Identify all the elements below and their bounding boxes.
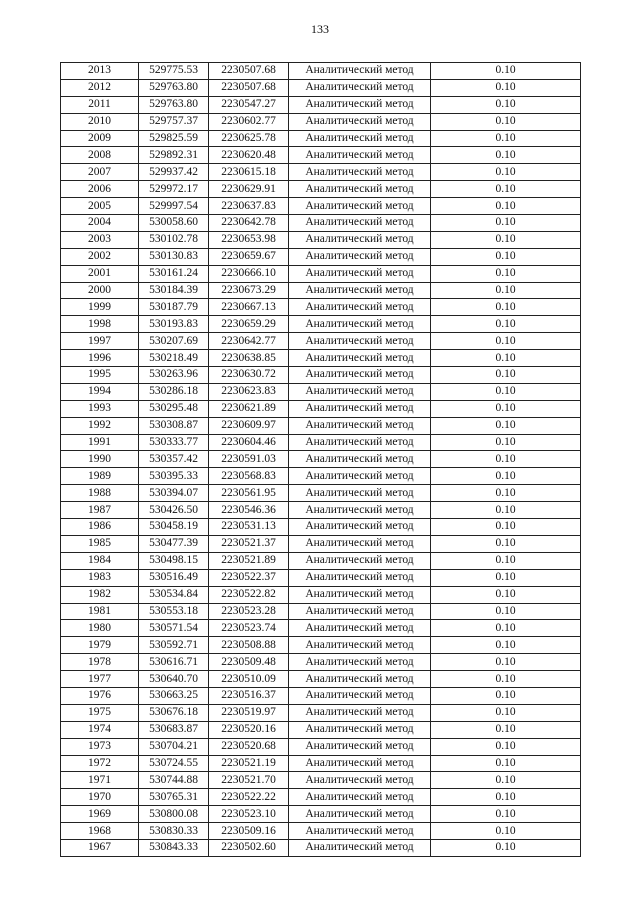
accuracy-cell: 0.10 [431, 637, 581, 654]
point-number-cell: 2007 [61, 164, 139, 181]
method-cell: Аналитический метод [289, 586, 431, 603]
accuracy-cell: 0.10 [431, 839, 581, 856]
accuracy-cell: 0.10 [431, 130, 581, 147]
x-coordinate-cell: 529825.59 [139, 130, 209, 147]
point-number-cell: 2009 [61, 130, 139, 147]
y-coordinate-cell: 2230521.89 [209, 552, 289, 569]
table-row [61, 400, 581, 417]
accuracy-cell: 0.10 [431, 265, 581, 282]
point-number-cell: 1993 [61, 400, 139, 417]
accuracy-cell: 0.10 [431, 147, 581, 164]
point-number-cell: 2006 [61, 181, 139, 198]
table-row [61, 586, 581, 603]
method-cell: Аналитический метод [289, 654, 431, 671]
point-number-cell: 2001 [61, 265, 139, 282]
table-row [61, 468, 581, 485]
table-row [61, 654, 581, 671]
point-number-cell: 1990 [61, 451, 139, 468]
y-coordinate-cell: 2230507.68 [209, 63, 289, 80]
table-row [61, 620, 581, 637]
method-cell: Аналитический метод [289, 231, 431, 248]
x-coordinate-cell: 530571.54 [139, 620, 209, 637]
point-number-cell: 1980 [61, 620, 139, 637]
table-row [61, 806, 581, 823]
table-row [61, 181, 581, 198]
x-coordinate-cell: 530426.50 [139, 502, 209, 519]
y-coordinate-cell: 2230615.18 [209, 164, 289, 181]
table-row [61, 485, 581, 502]
x-coordinate-cell: 530683.87 [139, 721, 209, 738]
x-coordinate-cell: 530724.55 [139, 755, 209, 772]
table-row [61, 552, 581, 569]
y-coordinate-cell: 2230602.77 [209, 113, 289, 130]
point-number-cell: 2012 [61, 79, 139, 96]
method-cell: Аналитический метод [289, 671, 431, 688]
x-coordinate-cell: 529892.31 [139, 147, 209, 164]
accuracy-cell: 0.10 [431, 63, 581, 80]
method-cell: Аналитический метод [289, 79, 431, 96]
y-coordinate-cell: 2230604.46 [209, 434, 289, 451]
x-coordinate-cell: 530676.18 [139, 704, 209, 721]
y-coordinate-cell: 2230621.89 [209, 400, 289, 417]
method-cell: Аналитический метод [289, 755, 431, 772]
point-number-cell: 1974 [61, 721, 139, 738]
y-coordinate-cell: 2230666.10 [209, 265, 289, 282]
accuracy-cell: 0.10 [431, 96, 581, 113]
y-coordinate-cell: 2230591.03 [209, 451, 289, 468]
accuracy-cell: 0.10 [431, 181, 581, 198]
accuracy-cell: 0.10 [431, 113, 581, 130]
point-number-cell: 1992 [61, 417, 139, 434]
x-coordinate-cell: 530263.96 [139, 367, 209, 384]
point-number-cell: 1996 [61, 350, 139, 367]
point-number-cell: 1972 [61, 755, 139, 772]
x-coordinate-cell: 530744.88 [139, 772, 209, 789]
x-coordinate-cell: 530207.69 [139, 333, 209, 350]
accuracy-cell: 0.10 [431, 468, 581, 485]
accuracy-cell: 0.10 [431, 282, 581, 299]
point-number-cell: 1969 [61, 806, 139, 823]
x-coordinate-cell: 530357.42 [139, 451, 209, 468]
table-row [61, 164, 581, 181]
accuracy-cell: 0.10 [431, 704, 581, 721]
point-number-cell: 1999 [61, 299, 139, 316]
y-coordinate-cell: 2230568.83 [209, 468, 289, 485]
x-coordinate-cell: 530458.19 [139, 519, 209, 536]
method-cell: Аналитический метод [289, 502, 431, 519]
table-row [61, 316, 581, 333]
point-number-cell: 1967 [61, 839, 139, 856]
x-coordinate-cell: 530498.15 [139, 552, 209, 569]
y-coordinate-cell: 2230522.37 [209, 569, 289, 586]
method-cell: Аналитический метод [289, 400, 431, 417]
table-row [61, 299, 581, 316]
accuracy-cell: 0.10 [431, 316, 581, 333]
method-cell: Аналитический метод [289, 130, 431, 147]
point-number-cell: 1979 [61, 637, 139, 654]
y-coordinate-cell: 2230667.13 [209, 299, 289, 316]
x-coordinate-cell: 530477.39 [139, 535, 209, 552]
accuracy-cell: 0.10 [431, 789, 581, 806]
y-coordinate-cell: 2230561.95 [209, 485, 289, 502]
table-row [61, 79, 581, 96]
x-coordinate-cell: 530592.71 [139, 637, 209, 654]
x-coordinate-cell: 530800.08 [139, 806, 209, 823]
point-number-cell: 1977 [61, 671, 139, 688]
x-coordinate-cell: 530663.25 [139, 687, 209, 704]
y-coordinate-cell: 2230523.10 [209, 806, 289, 823]
method-cell: Аналитический метод [289, 687, 431, 704]
table-row [61, 333, 581, 350]
method-cell: Аналитический метод [289, 417, 431, 434]
accuracy-cell: 0.10 [431, 417, 581, 434]
x-coordinate-cell: 530553.18 [139, 603, 209, 620]
x-coordinate-cell: 529763.80 [139, 79, 209, 96]
point-number-cell: 2005 [61, 198, 139, 215]
point-number-cell: 2010 [61, 113, 139, 130]
accuracy-cell: 0.10 [431, 383, 581, 400]
y-coordinate-cell: 2230516.37 [209, 687, 289, 704]
y-coordinate-cell: 2230522.82 [209, 586, 289, 603]
x-coordinate-cell: 530184.39 [139, 282, 209, 299]
method-cell: Аналитический метод [289, 333, 431, 350]
y-coordinate-cell: 2230659.29 [209, 316, 289, 333]
point-number-cell: 1994 [61, 383, 139, 400]
table-row [61, 789, 581, 806]
point-number-cell: 1997 [61, 333, 139, 350]
x-coordinate-cell: 530394.07 [139, 485, 209, 502]
method-cell: Аналитический метод [289, 569, 431, 586]
y-coordinate-cell: 2230507.68 [209, 79, 289, 96]
y-coordinate-cell: 2230642.78 [209, 215, 289, 232]
point-number-cell: 1998 [61, 316, 139, 333]
accuracy-cell: 0.10 [431, 231, 581, 248]
point-number-cell: 2000 [61, 282, 139, 299]
y-coordinate-cell: 2230623.83 [209, 383, 289, 400]
accuracy-cell: 0.10 [431, 248, 581, 265]
y-coordinate-cell: 2230547.27 [209, 96, 289, 113]
method-cell: Аналитический метод [289, 603, 431, 620]
accuracy-cell: 0.10 [431, 502, 581, 519]
y-coordinate-cell: 2230522.22 [209, 789, 289, 806]
point-number-cell: 2003 [61, 231, 139, 248]
method-cell: Аналитический метод [289, 215, 431, 232]
x-coordinate-cell: 530308.87 [139, 417, 209, 434]
accuracy-cell: 0.10 [431, 79, 581, 96]
x-coordinate-cell: 530616.71 [139, 654, 209, 671]
accuracy-cell: 0.10 [431, 198, 581, 215]
x-coordinate-cell: 530843.33 [139, 839, 209, 856]
method-cell: Аналитический метод [289, 637, 431, 654]
x-coordinate-cell: 530161.24 [139, 265, 209, 282]
accuracy-cell: 0.10 [431, 333, 581, 350]
point-number-cell: 2011 [61, 96, 139, 113]
table-row [61, 231, 581, 248]
y-coordinate-cell: 2230642.77 [209, 333, 289, 350]
table-row [61, 417, 581, 434]
x-coordinate-cell: 529775.53 [139, 63, 209, 80]
method-cell: Аналитический метод [289, 434, 431, 451]
method-cell: Аналитический метод [289, 468, 431, 485]
point-number-cell: 2002 [61, 248, 139, 265]
x-coordinate-cell: 530102.78 [139, 231, 209, 248]
y-coordinate-cell: 2230509.16 [209, 823, 289, 840]
accuracy-cell: 0.10 [431, 451, 581, 468]
table-row [61, 147, 581, 164]
table-row [61, 434, 581, 451]
y-coordinate-cell: 2230510.09 [209, 671, 289, 688]
x-coordinate-cell: 529763.80 [139, 96, 209, 113]
table-row [61, 367, 581, 384]
x-coordinate-cell: 529757.37 [139, 113, 209, 130]
x-coordinate-cell: 529972.17 [139, 181, 209, 198]
table-row [61, 215, 581, 232]
accuracy-cell: 0.10 [431, 367, 581, 384]
accuracy-cell: 0.10 [431, 215, 581, 232]
accuracy-cell: 0.10 [431, 823, 581, 840]
method-cell: Аналитический метод [289, 181, 431, 198]
accuracy-cell: 0.10 [431, 569, 581, 586]
x-coordinate-cell: 530395.33 [139, 468, 209, 485]
method-cell: Аналитический метод [289, 282, 431, 299]
table-row [61, 569, 581, 586]
y-coordinate-cell: 2230625.78 [209, 130, 289, 147]
x-coordinate-cell: 530187.79 [139, 299, 209, 316]
table-row [61, 721, 581, 738]
point-number-cell: 1988 [61, 485, 139, 502]
x-coordinate-cell: 530218.49 [139, 350, 209, 367]
y-coordinate-cell: 2230508.88 [209, 637, 289, 654]
x-coordinate-cell: 530830.33 [139, 823, 209, 840]
y-coordinate-cell: 2230630.72 [209, 367, 289, 384]
accuracy-cell: 0.10 [431, 603, 581, 620]
accuracy-cell: 0.10 [431, 755, 581, 772]
y-coordinate-cell: 2230521.70 [209, 772, 289, 789]
accuracy-cell: 0.10 [431, 400, 581, 417]
x-coordinate-cell: 529997.54 [139, 198, 209, 215]
y-coordinate-cell: 2230523.74 [209, 620, 289, 637]
table-row [61, 755, 581, 772]
method-cell: Аналитический метод [289, 552, 431, 569]
accuracy-cell: 0.10 [431, 299, 581, 316]
method-cell: Аналитический метод [289, 738, 431, 755]
accuracy-cell: 0.10 [431, 738, 581, 755]
method-cell: Аналитический метод [289, 721, 431, 738]
point-number-cell: 1986 [61, 519, 139, 536]
accuracy-cell: 0.10 [431, 772, 581, 789]
accuracy-cell: 0.10 [431, 350, 581, 367]
accuracy-cell: 0.10 [431, 586, 581, 603]
x-coordinate-cell: 530130.83 [139, 248, 209, 265]
method-cell: Аналитический метод [289, 839, 431, 856]
x-coordinate-cell: 530765.31 [139, 789, 209, 806]
page-number: 133 [311, 22, 329, 36]
y-coordinate-cell: 2230502.60 [209, 839, 289, 856]
y-coordinate-cell: 2230638.85 [209, 350, 289, 367]
x-coordinate-cell: 530295.48 [139, 400, 209, 417]
point-number-cell: 1976 [61, 687, 139, 704]
method-cell: Аналитический метод [289, 63, 431, 80]
table-row [61, 671, 581, 688]
method-cell: Аналитический метод [289, 383, 431, 400]
method-cell: Аналитический метод [289, 772, 431, 789]
y-coordinate-cell: 2230629.91 [209, 181, 289, 198]
accuracy-cell: 0.10 [431, 721, 581, 738]
y-coordinate-cell: 2230673.29 [209, 282, 289, 299]
table-row [61, 383, 581, 400]
method-cell: Аналитический метод [289, 485, 431, 502]
method-cell: Аналитический метод [289, 198, 431, 215]
point-number-cell: 1987 [61, 502, 139, 519]
point-number-cell: 1975 [61, 704, 139, 721]
table-row [61, 96, 581, 113]
point-number-cell: 1991 [61, 434, 139, 451]
table-row [61, 502, 581, 519]
table-row [61, 265, 581, 282]
y-coordinate-cell: 2230520.16 [209, 721, 289, 738]
point-number-cell: 1968 [61, 823, 139, 840]
accuracy-cell: 0.10 [431, 485, 581, 502]
table-row [61, 451, 581, 468]
x-coordinate-cell: 530516.49 [139, 569, 209, 586]
x-coordinate-cell: 530333.77 [139, 434, 209, 451]
table-row [61, 637, 581, 654]
point-number-cell: 2013 [61, 63, 139, 80]
accuracy-cell: 0.10 [431, 535, 581, 552]
point-number-cell: 1971 [61, 772, 139, 789]
table-row [61, 704, 581, 721]
table-row [61, 603, 581, 620]
method-cell: Аналитический метод [289, 350, 431, 367]
y-coordinate-cell: 2230620.48 [209, 147, 289, 164]
table-row [61, 350, 581, 367]
table-body [61, 63, 581, 857]
y-coordinate-cell: 2230637.83 [209, 198, 289, 215]
coordinates-table [60, 62, 581, 857]
y-coordinate-cell: 2230519.97 [209, 704, 289, 721]
table-row [61, 63, 581, 80]
y-coordinate-cell: 2230521.19 [209, 755, 289, 772]
table-row [61, 282, 581, 299]
table-row [61, 535, 581, 552]
y-coordinate-cell: 2230521.37 [209, 535, 289, 552]
method-cell: Аналитический метод [289, 299, 431, 316]
accuracy-cell: 0.10 [431, 654, 581, 671]
accuracy-cell: 0.10 [431, 620, 581, 637]
point-number-cell: 2008 [61, 147, 139, 164]
accuracy-cell: 0.10 [431, 552, 581, 569]
accuracy-cell: 0.10 [431, 434, 581, 451]
y-coordinate-cell: 2230520.68 [209, 738, 289, 755]
method-cell: Аналитический метод [289, 113, 431, 130]
method-cell: Аналитический метод [289, 147, 431, 164]
point-number-cell: 1981 [61, 603, 139, 620]
accuracy-cell: 0.10 [431, 806, 581, 823]
y-coordinate-cell: 2230609.97 [209, 417, 289, 434]
table-row [61, 519, 581, 536]
x-coordinate-cell: 530286.18 [139, 383, 209, 400]
table-row [61, 198, 581, 215]
table-row [61, 130, 581, 147]
table-row [61, 823, 581, 840]
point-number-cell: 1983 [61, 569, 139, 586]
accuracy-cell: 0.10 [431, 687, 581, 704]
point-number-cell: 1995 [61, 367, 139, 384]
x-coordinate-cell: 530704.21 [139, 738, 209, 755]
x-coordinate-cell: 530058.60 [139, 215, 209, 232]
point-number-cell: 1985 [61, 535, 139, 552]
method-cell: Аналитический метод [289, 96, 431, 113]
method-cell: Аналитический метод [289, 451, 431, 468]
method-cell: Аналитический метод [289, 265, 431, 282]
method-cell: Аналитический метод [289, 248, 431, 265]
method-cell: Аналитический метод [289, 620, 431, 637]
x-coordinate-cell: 530640.70 [139, 671, 209, 688]
y-coordinate-cell: 2230531.13 [209, 519, 289, 536]
accuracy-cell: 0.10 [431, 164, 581, 181]
y-coordinate-cell: 2230546.36 [209, 502, 289, 519]
table-row [61, 839, 581, 856]
accuracy-cell: 0.10 [431, 519, 581, 536]
y-coordinate-cell: 2230659.67 [209, 248, 289, 265]
method-cell: Аналитический метод [289, 535, 431, 552]
table-row [61, 687, 581, 704]
method-cell: Аналитический метод [289, 519, 431, 536]
point-number-cell: 1989 [61, 468, 139, 485]
y-coordinate-cell: 2230523.28 [209, 603, 289, 620]
x-coordinate-cell: 530534.84 [139, 586, 209, 603]
x-coordinate-cell: 530193.83 [139, 316, 209, 333]
method-cell: Аналитический метод [289, 806, 431, 823]
method-cell: Аналитический метод [289, 823, 431, 840]
point-number-cell: 1982 [61, 586, 139, 603]
method-cell: Аналитический метод [289, 164, 431, 181]
point-number-cell: 1978 [61, 654, 139, 671]
method-cell: Аналитический метод [289, 789, 431, 806]
point-number-cell: 2004 [61, 215, 139, 232]
point-number-cell: 1970 [61, 789, 139, 806]
table-row [61, 113, 581, 130]
table-row [61, 248, 581, 265]
point-number-cell: 1984 [61, 552, 139, 569]
y-coordinate-cell: 2230653.98 [209, 231, 289, 248]
table-row [61, 772, 581, 789]
accuracy-cell: 0.10 [431, 671, 581, 688]
method-cell: Аналитический метод [289, 367, 431, 384]
point-number-cell: 1973 [61, 738, 139, 755]
method-cell: Аналитический метод [289, 704, 431, 721]
table-row [61, 738, 581, 755]
x-coordinate-cell: 529937.42 [139, 164, 209, 181]
method-cell: Аналитический метод [289, 316, 431, 333]
y-coordinate-cell: 2230509.48 [209, 654, 289, 671]
